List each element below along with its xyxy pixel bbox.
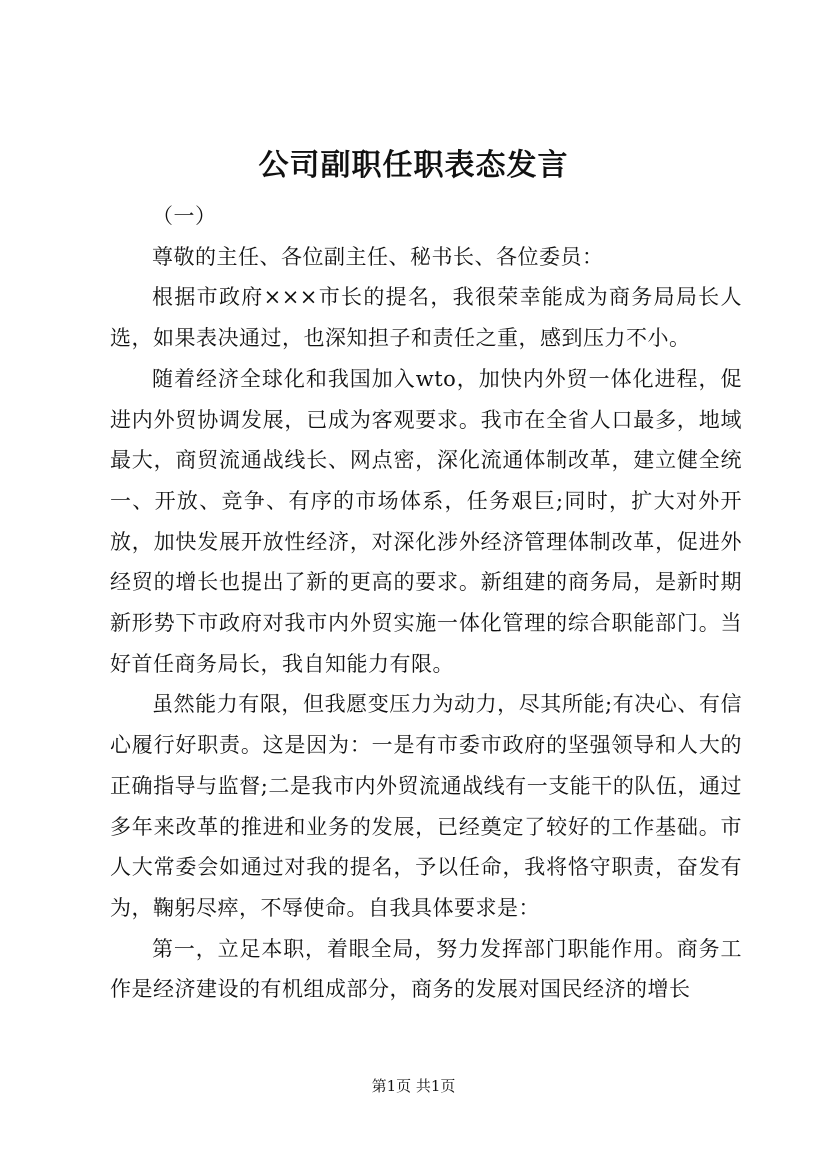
paragraph-salutation: 尊敬的主任、各位副主任、秘书长、各位委员： xyxy=(152,244,604,269)
paragraph: 虽然能力有限，但我愿变压力为动力，尽其所能;有决心、有信心履行好职责。这是因为：一是有市委市政府的坚强领导和人大的正确指导与监督;二是我市内外贸流通战线有一支能干的队伍，通过多年来改革的推进和业务的发展，已经奠定了较好的工作基础。市人大常委会如通过对我的提名，予以任命，我将恪守职责，奋发有为，鞠躬尽瘁，不辱使命。自我具体要求是： xyxy=(110,692,742,920)
document-body xyxy=(110,196,742,1010)
document-title: 公司副职任职表态发言 xyxy=(258,148,569,183)
paragraph: 随着经济全球化和我国加入wto，加快内外贸一体化进程，促进内外贸协调发展，已成为客观要求。我市在全省人口最多，地域最大，商贸流通战线长、网点密，深化流通体制改革，建立健全统一、开放、竞争、有序的市场体系，任务艰巨;同时，扩大对外开放，加快发展开放性经济，对深化涉外经济管理体制改革，促进外经贸的增长也提出了新的更高的要求。新组建的商务局，是新时期新形势下市政府对我市内外贸实施一体化管理的综合职能部门。当好首任商务局长，我自知能力有限。 xyxy=(110,366,742,676)
page-footer: 第1页 共1页 xyxy=(371,1077,456,1095)
paragraph: 根据市政府×××市长的提名，我很荣幸能成为商务局局长人选，如果表决通过，也深知担子和责任之重，感到压力不小。 xyxy=(110,285,742,351)
paragraph-section-number: （一） xyxy=(152,204,217,228)
paragraph: 第一，立足本职，着眼全局，努力发挥部门职能作用。商务工作是经济建设的有机组成部分，商务的发展对国民经济的增长 xyxy=(110,936,742,1002)
